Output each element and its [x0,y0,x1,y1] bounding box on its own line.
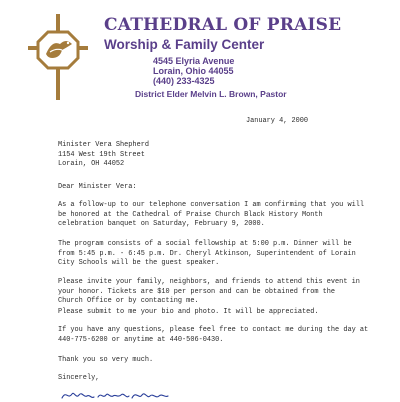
recipient-address [58,141,378,170]
paragraph-thanks [58,356,378,366]
paragraph-line: Please invite your family, neighbors, and friends to attend this event in [58,278,360,286]
paragraph-line: 440-775-6200 or anytime at 440-506-0430. [58,335,224,344]
recipient-street: 1154 West 19th Street [58,150,145,159]
paragraph-invitation [58,278,378,307]
paragraph-bio-request [58,308,378,318]
address-phone: (440) 233-4325 [153,76,215,86]
church-logo [26,14,90,100]
paragraph-line: The program consists of a social fellowship at 5:00 p.m. Dinner will be [58,240,352,248]
paragraph-line: be honored at the Cathedral of Praise Church Black History Month [58,210,323,219]
paragraph-program [58,240,378,269]
recipient-name: Minister Vera Shepherd [58,141,149,149]
paragraph-line: Thank you so very much. [58,356,154,364]
paragraph-line: from 5:45 p.m. - 6:45 p.m. Dr. Cheryl Atkinson, Superintendent of Lorain [58,249,356,258]
organization-subtitle: Worship & Family Center [104,37,265,52]
salutation: Dear Minister Vera: [58,183,137,191]
paragraph-line: celebration banquet on Saturday, February 9, 2000. [58,220,265,229]
paragraph-contact [58,326,378,345]
recipient-city: Lorain, OH 44052 [58,160,125,169]
paragraph-line: If you have any questions, please feel free to contact me during the day at [58,326,369,334]
address-city: Lorain, Ohio 44055 [153,66,234,76]
letter-date: January 4, 2000 [246,117,309,125]
address-street: 4545 Elyria Avenue [153,56,235,66]
organization-name: CATHEDRAL OF PRAISE [104,15,342,35]
paragraph-line: As a follow-up to our telephone conversation I am confirming that you will [58,201,364,209]
paragraph-confirmation [58,201,378,230]
paragraph-line: Please submit to me your bio and photo. It will be appreciated. [58,308,319,316]
paragraph-line: Church Office or by contacting me. [58,297,199,306]
paragraph-line: City Schools will be the guest speaker. [58,259,220,268]
closing: Sincerely, [58,374,100,382]
paragraph-line: your honor. Tickets are $10 per person and can be obtained from the [58,287,336,296]
pastor-name: District Elder Melvin L. Brown, Pastor [135,89,287,99]
